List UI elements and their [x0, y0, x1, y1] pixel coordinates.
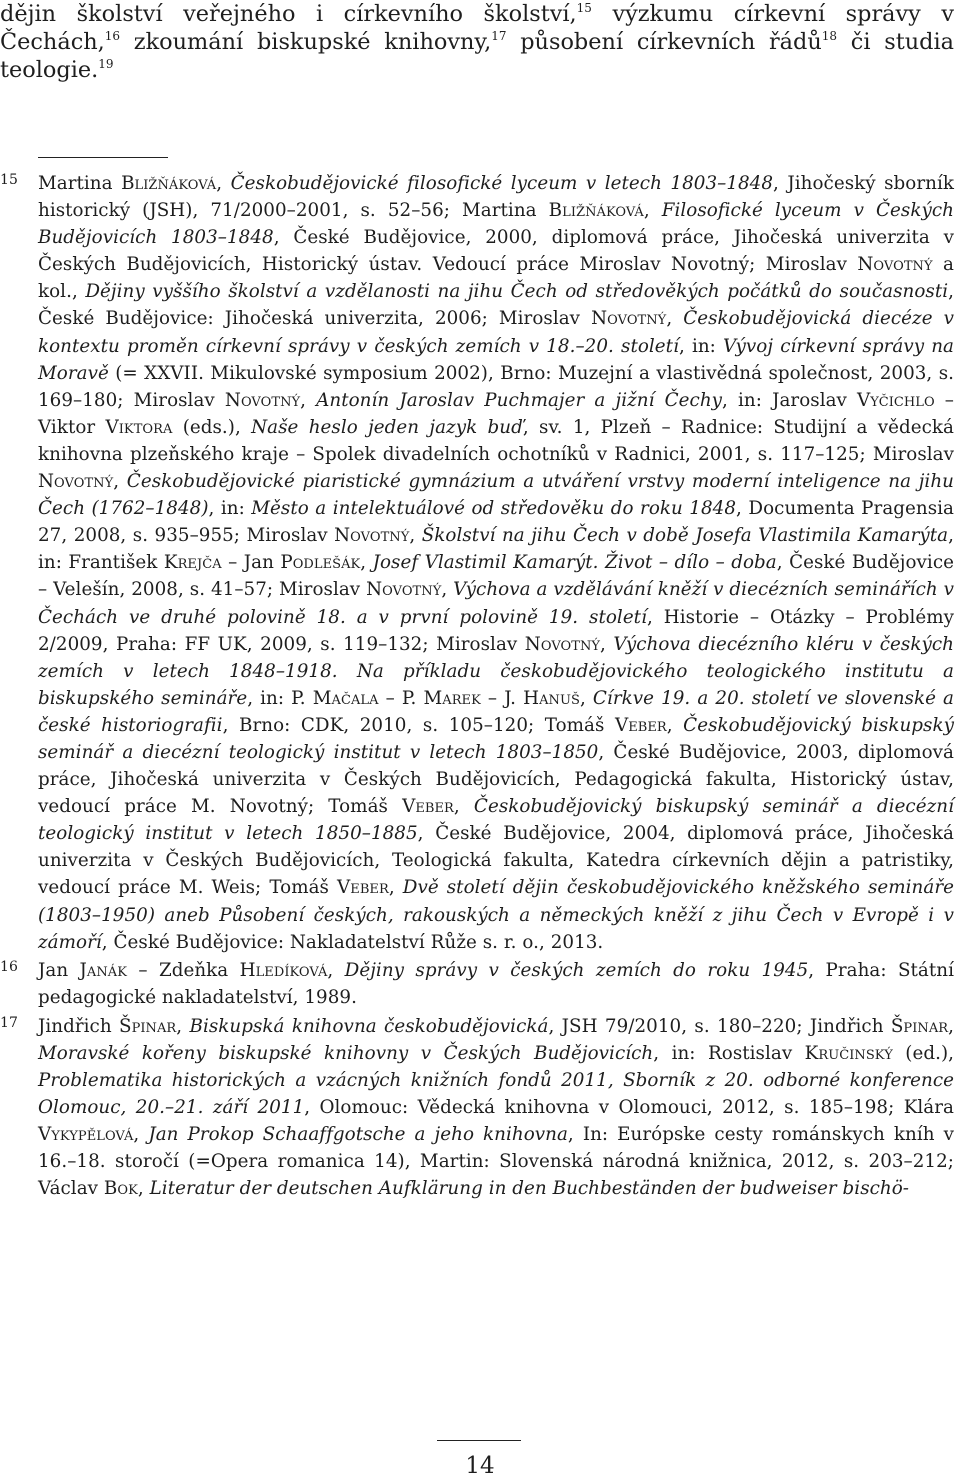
page-number-rule [437, 1440, 521, 1441]
footnote-separator [38, 157, 168, 158]
body-text: dějin školství veřejného i církevního školství, [0, 1, 577, 27]
body-text: zkoumání biskupské knihovny, [120, 29, 492, 56]
footnotes [0, 170, 954, 1204]
body-text: či studia teologie. [0, 29, 954, 84]
body-paragraph [0, 0, 954, 85]
footnote-number: 17 [0, 1014, 18, 1031]
footnote-ref-18[interactable]: 18 [821, 29, 838, 44]
footnote-15: 15 Martina Bližňáková, Českobudějovické filosofické lyceum v letech 1803–1848, Jihočeský sborník historický (JSH), 71/2000–2001, s. 52–56; Martina Bližňáková, Filosofické lyceum v Českých Budějovicích 1803–1848, České Budějovice, 2000, diplomová práce, Jihočeská univerzita v Českých Budějovicích, Historický ústav. Vedoucí práce Miroslav Novotný; Miroslav Novotný a kol., Dějiny vyššího školství a vzdělanosti na jihu Čech od středověkých počátků do současnosti, České Budějovice: Jihočeská univerzita, 2006; Miroslav Novotný, Českobudějovická diecéze v kontextu proměn církevní správy v českých zemích v 18.–20. století, in: Vývoj církevní správy na Moravě (= XXVII. Mikulovské symposium 2002), Brno: Muzejní a vlastivědná společnost, 2003, s. 169–180; Miroslav Novotný, Antonín Jaroslav Puchmajer a jižní Čechy, in: Jaroslav Vyčichlo – Viktor Viktora (eds.), Naše heslo jeden jazyk buď, sv. 1, Plzeň – Radnice: Studijní a vědecká knihovna plzeňského kraje – Spolek divadelních ochotníků v Radnici, 2001, s. 117–125; Miroslav Novotný, Českobudějovické piaristické gymnázium a utváření vrstvy moderní inteligence na jihu Čech (1762–1848), in: Město a intelektuálové od středověku do roku 1848, Documenta Pragensia 27, 2008, s. 935–955; Miroslav Novotný, Školství na jihu Čech v době Josefa Vlastimila Kamarýta, in: František Krejča – Jan Podlešák, Josef Vlastimil Kamarýt. Život – dílo – doba, České Budějovice – Velešín, 2008, s. 41–57; Miroslav Novotný, Výchova a vzdělávání kněží v diecézních seminářích v Čechách ve druhé polovině 18. a v první polovině 19. století, Historie – Otázky – Problémy 2/2009, Praha: FF UK, 2009, s. 119–132; Miroslav Novotný, Výchova diecézního kléru v českých zemích v letech 1848–1918. Na příkladu českobudějovického teologického institutu a biskupského semináře, in: P. Mačala – P. Marek – J. Hanuš, Církve 19. a 20. století ve slovenské a české historiografii, Brno: CDK, 2010, s. 105–120; Tomáš Veber, Českobudějovický biskupský seminář a diecézní teologický institut v letech 1803–1850, České Budějovice, 2003, diplomová práce, Jihočeská univerzita v Českých Budějovicích, Pedagogická fakulta, Historický ústav, vedoucí práce M. Novotný; Tomáš Veber, Českobudějovický biskupský seminář a diecézní teologický institut v letech 1850–1885, České Budějovice, 2004, diplomová práce, Jihočeská univerzita v Českých Budějovicích, Teologická fakulta, Katedra církevních dějin a patristiky, vedoucí práce M. Weis; Tomáš Veber, Dvě století dějin českobudějovického kněžského semináře (1803–1950) aneb Působení českých, rakouských a německých kněží z jihu Čech v Evropě i v zámoří, České Budějovice: Nakladatelství Růže s. r. o., 2013. [0, 172, 955, 953]
footnote-ref-15[interactable]: 15 [576, 1, 592, 15]
page-number: 14 [465, 1453, 495, 1479]
footnote-number: 16 [0, 959, 18, 976]
body-text: výzkumu církevní správy v Čechách, [0, 1, 954, 56]
footnote-ref-19[interactable]: 19 [98, 57, 114, 72]
footnote-ref-17[interactable]: 17 [491, 29, 507, 44]
footnote-number: 15 [0, 172, 18, 188]
footnote-17: 17 Jindřich Špinar, Biskupská knihovna českobudějovická, JSH 79/2010, s. 180–220; Jindřich Špinar, Moravské kořeny biskupské knihovny v Českých Budějovicích, in: Rostislav Kručinský (ed.), Problematika historických a vzácných knižních fondů 2011, Sborník z 20. odborné konference Olomouc, 20.–21. září 2011, Olomouc: Vědecká knihovna v Olomouci, 2012, s. 185–198; Klára Vykypělová, Jan Prokop Schaaffgotsche a jeho knihovna, In: Európske cesty románskych kníh v 16.–18. storočí (=Opera romanica 14), Martin: Slovenská národná knižnica, 2012, s. 203–212; Václav Bok, Literatur der deutschen Aufklärung in den Buchbeständen der budweiser bischö- [0, 1014, 955, 1200]
body-text: působení církevních řádů [506, 29, 822, 56]
footnote-16: 16 Jan Janák – Zdeňka Hledíková, Dějiny správy v českých zemích do roku 1945, Praha: Státní pedagogické nakladatelství, 1989. [0, 959, 954, 1009]
footnote-ref-16[interactable]: 16 [104, 29, 121, 44]
